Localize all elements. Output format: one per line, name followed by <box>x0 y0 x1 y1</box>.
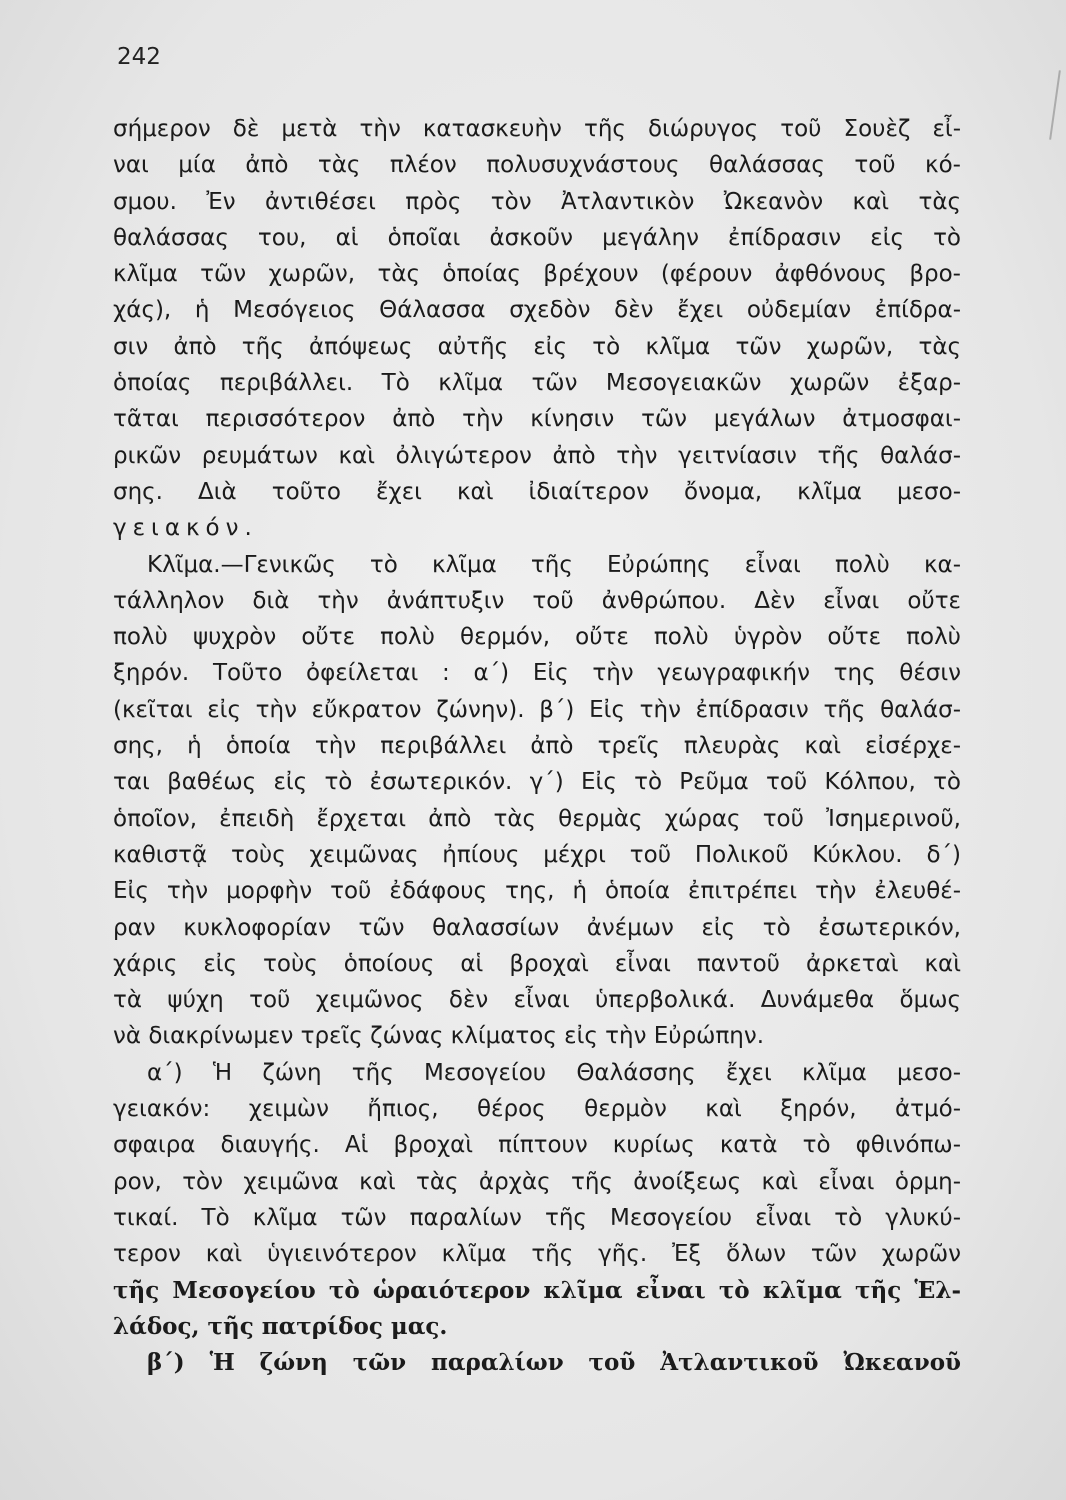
text-line: θαλάσσας του, αἱ ὁποῖαι ἀσκοῦν μεγάλην ἐπίδρασιν εἰς τὸ <box>113 224 961 251</box>
page-edge-mark <box>1049 70 1061 140</box>
zone-b-heading-line: β΄) Ἡ ζώνη τῶν παραλίων τοῦ Ἀτλαντικοῦ Ὠκεανοῦ <box>147 1349 961 1377</box>
text-line: σιν ἀπὸ τῆς ἀπόψεως αὐτῆς εἰς τὸ κλῖμα τῶν χωρῶν, τὰς <box>113 333 961 360</box>
zone-a-heading-line: α΄) Ἡ ζώνη τῆς Μεσογείου Θαλάσσης ἔχει κλῖμα μεσο- <box>147 1059 961 1086</box>
text-line: σήμερον δὲ μετὰ τὴν κατασκευὴν τῆς διώρυγος τοῦ Σουὲζ εἶ- <box>113 116 961 142</box>
text-line: ναι μία ἀπὸ τὰς πλέον πολυσυχνάστους θαλάσσας τοῦ κό- <box>113 152 961 179</box>
text-line: Εἰς τὴν μορφὴν τοῦ ἐδάφους της, ἡ ὁποία ἐπιτρέπει τὴν ἐλευθέ- <box>113 878 961 905</box>
text-line: τάλληλον διὰ τὴν ἀνάπτυξιν τοῦ ἀνθρώπου. Δὲν εἶναι οὔτε <box>113 587 961 614</box>
text-line: νὰ διακρίνωμεν τρεῖς ζώνας κλίματος εἰς τὴν Εὐρώπην. <box>113 1023 765 1050</box>
text-line: χάς), ἡ Μεσόγειος Θάλασσα σχεδὸν δὲν ἔχει οὐδεμίαν ἐπίδρα- <box>113 297 961 324</box>
text-line: χάρις εἰς τοὺς ὁποίους αἱ βροχαὶ εἶναι παντοῦ ἀρκεταὶ καὶ <box>113 950 961 977</box>
text-line: ρικῶν ρευμάτων καὶ ὀλιγώτερον ἀπὸ τὴν γειτνίασιν τῆς θαλάσ- <box>113 442 961 469</box>
body-text <box>113 111 961 1381</box>
text-line: γειακόν. <box>113 515 258 542</box>
text-line: ξηρόν. Τοῦτο ὀφείλεται : α΄) Εἰς τὴν γεωγραφικήν της θέσιν <box>113 660 961 687</box>
text-line: γειακόν: χειμὼν ἤπιος, θέρος θερμὸν καὶ ξηρόν, ἀτμό- <box>113 1096 961 1123</box>
text-line: κλῖμα τῶν χωρῶν, τὰς ὁποίας βρέχουν (φέρουν ἀφθόνους βρο- <box>113 261 961 288</box>
text-line: τὰ ψύχη τοῦ χειμῶνος δὲν εἶναι ὑπερβολικά. Δυνάμεθα ὅμως <box>113 987 961 1014</box>
text-line: ὁποῖον, ἐπειδὴ ἔρχεται ἀπὸ τὰς θερμὰς χώρας τοῦ Ἰσημερινοῦ, <box>113 805 961 832</box>
text-line-bold: τῆς Μεσογείου τὸ ὡραιότερον κλῖμα εἶναι τὸ κλῖμα τῆς Ἑλ- <box>113 1276 961 1304</box>
text-line: σμου. Ἐν ἀντιθέσει πρὸς τὸν Ἀτλαντικὸν Ὠκεανὸν καὶ τὰς <box>113 188 961 215</box>
text-line: ται βαθέως εἰς τὸ ἐσωτερικόν. γ΄) Εἰς τὸ Ρεῦμα τοῦ Κόλπου, τὸ <box>113 769 961 796</box>
section-climate-line: Κλῖμα.—Γενικῶς τὸ κλῖμα τῆς Εὐρώπης εἶναι πολὺ κα- <box>147 551 961 578</box>
text-line: τερον καὶ ὑγιεινότερον κλῖμα τῆς γῆς. Ἐξ ὅλων τῶν χωρῶν <box>113 1241 961 1268</box>
text-line: σης, ἡ ὁποία τὴν περιβάλλει ἀπὸ τρεῖς πλευρὰς καὶ εἰσέρχε- <box>113 733 961 760</box>
text-line: καθιστᾷ τοὺς χειμῶνας ἠπίους μέχρι τοῦ Πολικοῦ Κύκλου. δ΄) <box>113 841 961 868</box>
text-line: τᾶται περισσότερον ἀπὸ τὴν κίνησιν τῶν μεγάλων ἀτμοσφαι- <box>113 406 961 433</box>
text-line: ρον, τὸν χειμῶνα καὶ τὰς ἀρχὰς τῆς ἀνοίξεως καὶ εἶναι ὁρμη- <box>113 1168 961 1195</box>
text-line: ὁποίας περιβάλλει. Τὸ κλῖμα τῶν Μεσογειακῶν χωρῶν ἐξαρ- <box>113 370 961 397</box>
text-line: (κεῖται εἰς τὴν εὔκρατον ζώνην). β΄) Εἰς τὴν ἐπίδρασιν τῆς θαλάσ- <box>113 696 961 723</box>
text-line: σης. Διὰ τοῦτο ἔχει καὶ ἰδιαίτερον ὄνομα, κλῖμα μεσο- <box>113 478 961 505</box>
text-line: σφαιρα διαυγής. Αἱ βροχαὶ πίπτουν κυρίως κατὰ τὸ φθινόπω- <box>113 1132 961 1159</box>
text-line: ραν κυκλοφορίαν τῶν θαλασσίων ἀνέμων εἰς τὸ ἐσωτερικόν, <box>113 914 961 941</box>
page-number: 242 <box>117 44 161 70</box>
text-line: πολὺ ψυχρὸν οὔτε πολὺ θερμόν, οὔτε πολὺ ὑγρὸν οὔτε πολὺ <box>113 624 961 651</box>
text-line: τικαί. Τὸ κλῖμα τῶν παραλίων τῆς Μεσογείου εἶναι τὸ γλυκύ- <box>113 1204 961 1231</box>
text-line-bold: λάδος, τῆς πατρίδος μας. <box>113 1312 448 1340</box>
